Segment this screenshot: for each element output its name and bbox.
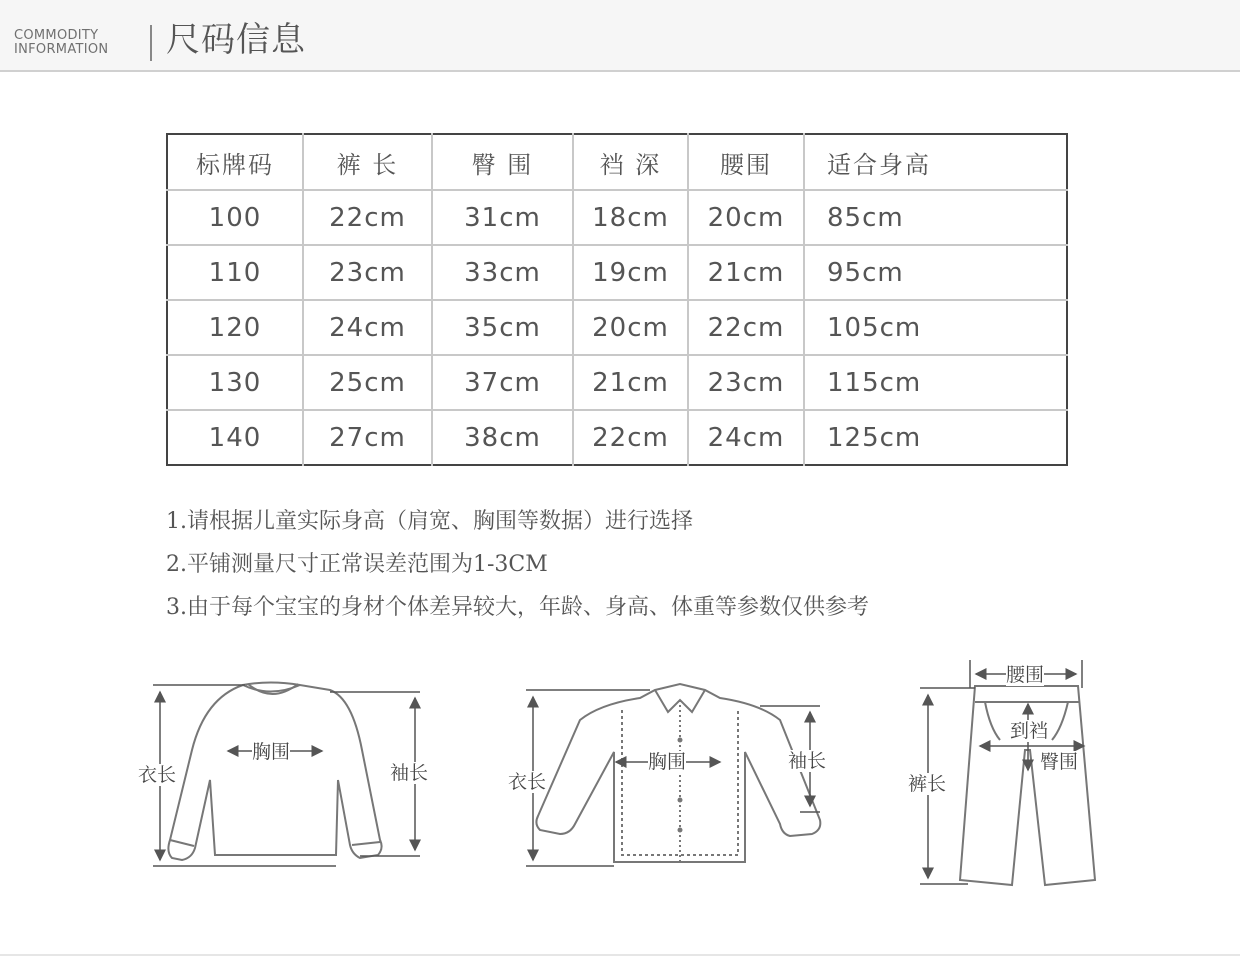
header-hip: 臀 围 [432,134,573,190]
cell-waist: 24cm [688,410,804,465]
pants-waist-label: 腰围 [1006,664,1045,686]
page-title: 尺码信息 [166,20,306,60]
table-row [167,190,1067,245]
note-item: 1.请根据儿童实际身高（肩宽、胸围等数据）进行选择 [166,509,693,534]
pants-crotch-label: 到裆 [1010,720,1049,742]
table-row [167,300,1067,355]
cell-waist: 21cm [688,245,804,300]
cell-size: 120 [167,300,303,355]
header-waist: 腰围 [688,134,804,190]
cell-hip: 31cm [432,190,573,245]
cell-hip: 35cm [432,300,573,355]
cell-crotch-depth: 18cm [573,190,688,245]
cell-crotch-depth: 22cm [573,410,688,465]
cell-hip: 38cm [432,410,573,465]
sweater-chest-label: 胸围 [252,741,291,763]
header-suitable-height: 适合身高 [804,134,1067,190]
pants-length-label: 裤长 [908,773,947,795]
cell-waist: 23cm [688,355,804,410]
cell-hip: 37cm [432,355,573,410]
measurement-diagrams [0,640,1240,920]
cell-height: 125cm [827,422,922,453]
cell-pants-length: 25cm [303,355,432,410]
header-crotch-depth: 裆 深 [573,134,688,190]
note-item: 2.平铺测量尺寸正常误差范围为1-3CM [166,552,548,577]
cell-size: 130 [167,355,303,410]
cell-crotch-depth: 20cm [573,300,688,355]
cell-size: 110 [167,245,303,300]
cell-pants-length: 27cm [303,410,432,465]
section-header [0,0,1240,72]
header-divider [150,25,152,61]
sweater-outline [168,683,381,861]
header-english-label [14,29,108,57]
table-row [167,410,1067,465]
cell-pants-length: 23cm [303,245,432,300]
cell-height: 85cm [804,190,1067,245]
shirt-sleeve-label: 袖长 [788,750,827,772]
shirt-outline [536,684,820,862]
header-size-label: 标牌码 [167,134,303,190]
cell-crotch-depth: 21cm [573,355,688,410]
size-notes [166,506,869,635]
header-en-line-2: INFORMATION [14,42,109,57]
cell-crotch-depth: 19cm [573,245,688,300]
note-item: 3.由于每个宝宝的身材个体差异较大，年龄、身高、体重等参数仅供参考 [166,595,869,620]
sweater-sleeve-label: 袖长 [390,762,429,784]
shirt-length-label: 衣长 [508,771,547,793]
sweater-length-label: 衣长 [138,764,177,786]
table-row [167,245,1067,300]
cell-size: 100 [167,190,303,245]
bottom-divider [0,954,1240,956]
shirt-chest-label: 胸围 [648,751,687,773]
cell-hip: 33cm [432,245,573,300]
cell-pants-length: 22cm [303,190,432,245]
cell-pants-length: 24cm [303,300,432,355]
header-pants-length: 裤 长 [303,134,432,190]
cell-height: 105cm [804,300,1067,355]
cell-waist: 22cm [688,300,804,355]
size-chart-table [166,133,1068,466]
pants-hip-label: 臀围 [1040,751,1079,773]
table-row [167,355,1067,410]
cell-height: 95cm [804,245,1067,300]
table-header-row [167,134,1067,190]
header-en-line-1: COMMODITY [14,28,99,43]
cell-size: 140 [167,410,303,465]
garment-outlines [0,640,1240,920]
cell-waist: 20cm [688,190,804,245]
cell-height: 115cm [804,355,1067,410]
